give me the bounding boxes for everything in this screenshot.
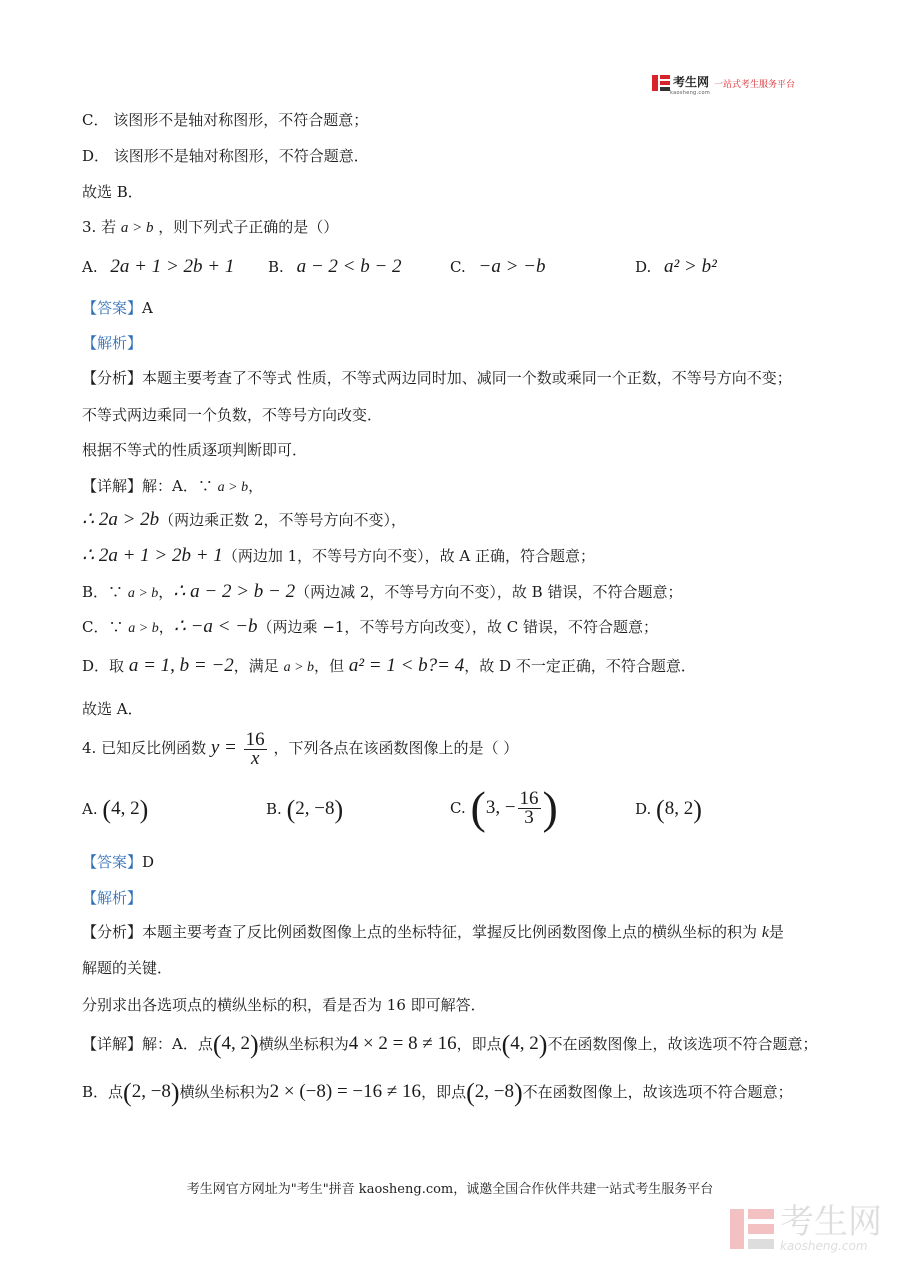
option-math: 2a + 1 > 2b + 1	[110, 256, 235, 277]
q4-option-c: C. (3, − $\frac{16}{3}$ )	[450, 782, 558, 833]
detail-text: ，满足	[233, 657, 279, 675]
option-math: 8, 2	[664, 798, 694, 819]
watermark-url: kaosheng.com	[780, 1239, 868, 1253]
math-inline: a > b	[128, 621, 159, 636]
detail-text: 横纵坐标积为	[258, 1035, 349, 1053]
detail-text: 解：A．∵	[142, 477, 213, 495]
stem-text: ，则下列式子正确的是（）	[158, 218, 339, 236]
detail-line	[82, 510, 406, 530]
text-line: 故选 B．	[82, 183, 143, 201]
detail-line	[82, 656, 696, 678]
q3-option-c	[450, 256, 545, 278]
detail-text: D．取	[82, 657, 125, 675]
detail-line: C．∵ a > b，∴ −a < −b（两边乘 −1，不等号方向改变），故 C 错误，不符合题意；	[82, 616, 658, 637]
math-inline: a = 1, b = −2	[128, 655, 234, 676]
q4-option-d: D. (8, 2)	[635, 795, 702, 824]
fraction	[518, 787, 541, 828]
text-line: 解题的关键．	[82, 959, 173, 977]
fenxi-text: 本题主要考查了不等式 性质，不等式两边同时加、减同一个数或乘同一个正数，不等号方向不变；	[142, 369, 792, 387]
fenxi-text: 是	[768, 923, 784, 941]
xiangjie-tag: 【详解】	[82, 477, 143, 495]
fraction-denominator: 3	[524, 806, 534, 828]
math-inline: a > b	[120, 220, 154, 236]
logo-slogan: 一站式考生服务平台	[714, 79, 796, 90]
logo-mark-icon	[652, 74, 670, 92]
q3-option-a	[82, 256, 234, 278]
logo-name: 考生网	[673, 74, 710, 89]
text-line: C． 该图形不是轴对称图形，不符合题意；	[82, 111, 369, 129]
option-math: 3, −	[485, 797, 516, 818]
text-line: 根据不等式的性质逐项判断即可．	[82, 441, 308, 459]
watermark-logo	[730, 1202, 882, 1253]
answer-line	[82, 298, 153, 318]
option-label: A.	[82, 258, 98, 276]
detail-line: 【详解】解：A．点(4, 2)横纵坐标积为4 × 2 = 8 ≠ 16，即点(4, 2)不在函数图像上，故该选项不符合题意；	[82, 1030, 818, 1059]
math-inline: a² = 1 < b?= 4	[348, 655, 465, 676]
detail-text: ，但	[314, 657, 345, 675]
question-3-stem	[82, 217, 338, 238]
math-inline: ∴ 2a > 2b	[82, 509, 160, 530]
math-inline: a > b	[127, 586, 159, 601]
option-math: 4, 2	[111, 798, 140, 819]
math-inline: ∴ −a < −b	[173, 616, 258, 637]
option-label: B.	[266, 800, 282, 818]
option-math: −a > −b	[478, 256, 546, 277]
q4-option-a: A. (4, 2)	[82, 795, 149, 824]
option-label: D.	[635, 800, 652, 818]
detail-text: （两边乘正数 2，不等号方向不变），	[159, 511, 406, 529]
analysis-line	[82, 368, 792, 388]
stem-text: ，下列各点在该函数图像上的是（ ）	[273, 739, 519, 757]
analysis-line	[82, 922, 784, 943]
fraction-numerator: 16	[245, 728, 265, 750]
detail-text: ，故 D 不一定正确，不符合题意．	[464, 657, 696, 675]
detail-line: 【详解】解：A．∵ a > b，	[82, 477, 264, 495]
analysis-tag: 【解析】	[82, 889, 143, 907]
math-inline: a > b	[283, 660, 315, 675]
detail-line: B．∵ a > b，∴ a − 2 > b − 2（两边减 2，不等号方向不变），故 B 错误，不符合题意；	[82, 581, 683, 602]
text-line: 不等式两边乘同一个负数，不等号方向改变．	[82, 406, 383, 424]
detail-line	[82, 546, 595, 566]
detail-text: （两边减 2，不等号方向不变），故 B 错误，不符合题意；	[295, 583, 683, 601]
text-line: D． 该图形不是轴对称图形，不符合题意．	[82, 147, 369, 165]
math-inline: y =	[210, 737, 237, 758]
math-inline: k	[761, 924, 769, 941]
detail-text: 横纵坐标积为	[179, 1083, 270, 1101]
option-label: D.	[635, 258, 652, 276]
q3-option-b	[268, 256, 402, 278]
math-inline: a > b	[217, 480, 249, 495]
detail-text: B．点	[82, 1083, 124, 1101]
answer-value: D	[142, 853, 155, 871]
watermark-name: 考生网	[780, 1202, 882, 1242]
answer-line	[82, 852, 154, 872]
detail-text: 不在函数图像上，故该选项不符合题意；	[522, 1083, 793, 1101]
q3-option-d	[635, 256, 717, 278]
footer-text: 考生网官方网址为"考生"拼音 kaosheng.com，诚邀全国合作伙伴共建一站式考生服务平台	[186, 1182, 714, 1197]
option-label: C.	[450, 258, 466, 276]
math-inline: 4, 2	[221, 1033, 251, 1054]
text-line: 分别求出各选项点的横纵坐标的积，看是否为 16 即可解答．	[82, 996, 486, 1014]
detail-text: 解：A．点	[142, 1035, 213, 1053]
detail-text: ，即点	[421, 1083, 467, 1101]
math-inline: 2, −8	[474, 1081, 514, 1102]
fenxi-text: 本题主要考查了反比例函数图像上点的坐标特征，掌握反比例函数图像上点的横纵坐标的积为	[142, 923, 758, 941]
math-inline: 4, 2	[510, 1033, 539, 1054]
fraction	[244, 728, 267, 769]
watermark-text	[780, 1202, 882, 1253]
fraction-numerator: 16	[519, 787, 539, 809]
watermark-mark-icon	[730, 1207, 774, 1251]
detail-text: 不在函数图像上，故该选项不符合题意；	[547, 1035, 818, 1053]
option-label: C.	[450, 799, 466, 817]
math-inline: ∴ a − 2 > b − 2	[173, 581, 296, 602]
question-4-stem	[82, 728, 518, 768]
math-inline: ∴ 2a + 1 > 2b + 1	[82, 545, 223, 566]
detail-text: （两边加 1，不等号方向不变），故 A 正确，符合题意；	[222, 547, 595, 565]
stem-text: 4. 已知反比例函数	[82, 739, 207, 757]
option-label: A.	[82, 800, 98, 818]
option-label: B.	[268, 258, 284, 276]
answer-tag: 【答案】	[82, 299, 143, 317]
answer-tag: 【答案】	[82, 853, 143, 871]
detail-text: C．∵	[82, 618, 124, 636]
fenxi-tag: 【分析】	[82, 923, 143, 941]
q4-option-b: B. (2, −8)	[266, 795, 344, 824]
logo-url: kaosheng.com	[670, 89, 710, 96]
detail-text: B．∵	[82, 583, 124, 601]
detail-text: （两边乘 −1，不等号方向改变），故 C 错误，不符合题意；	[257, 618, 658, 636]
xiangjie-tag: 【详解】	[82, 1035, 143, 1053]
fraction-denominator: x	[250, 747, 260, 769]
math-inline: 2, −8	[131, 1081, 171, 1102]
analysis-tag: 【解析】	[82, 334, 143, 352]
math-inline: 2 × (−8) = −16 ≠ 16	[269, 1081, 422, 1102]
header-logo	[652, 72, 795, 94]
detail-text: ，即点	[456, 1035, 502, 1053]
detail-line: B．点(2, −8)横纵坐标积为2 × (−8) = −16 ≠ 16，即点(2, −8)不在函数图像上，故该选项不符合题意；	[82, 1078, 793, 1107]
answer-value: A	[142, 299, 153, 317]
fenxi-tag: 【分析】	[82, 369, 143, 387]
stem-text: 3. 若	[82, 218, 117, 236]
math-inline: 4 × 2 = 8 ≠ 16	[348, 1033, 457, 1054]
option-math: a² > b²	[664, 256, 717, 277]
logo-text	[670, 71, 710, 96]
option-math: a − 2 < b − 2	[296, 256, 402, 277]
option-math: 2, −8	[295, 798, 335, 819]
text-line: 故选 A．	[82, 700, 143, 718]
